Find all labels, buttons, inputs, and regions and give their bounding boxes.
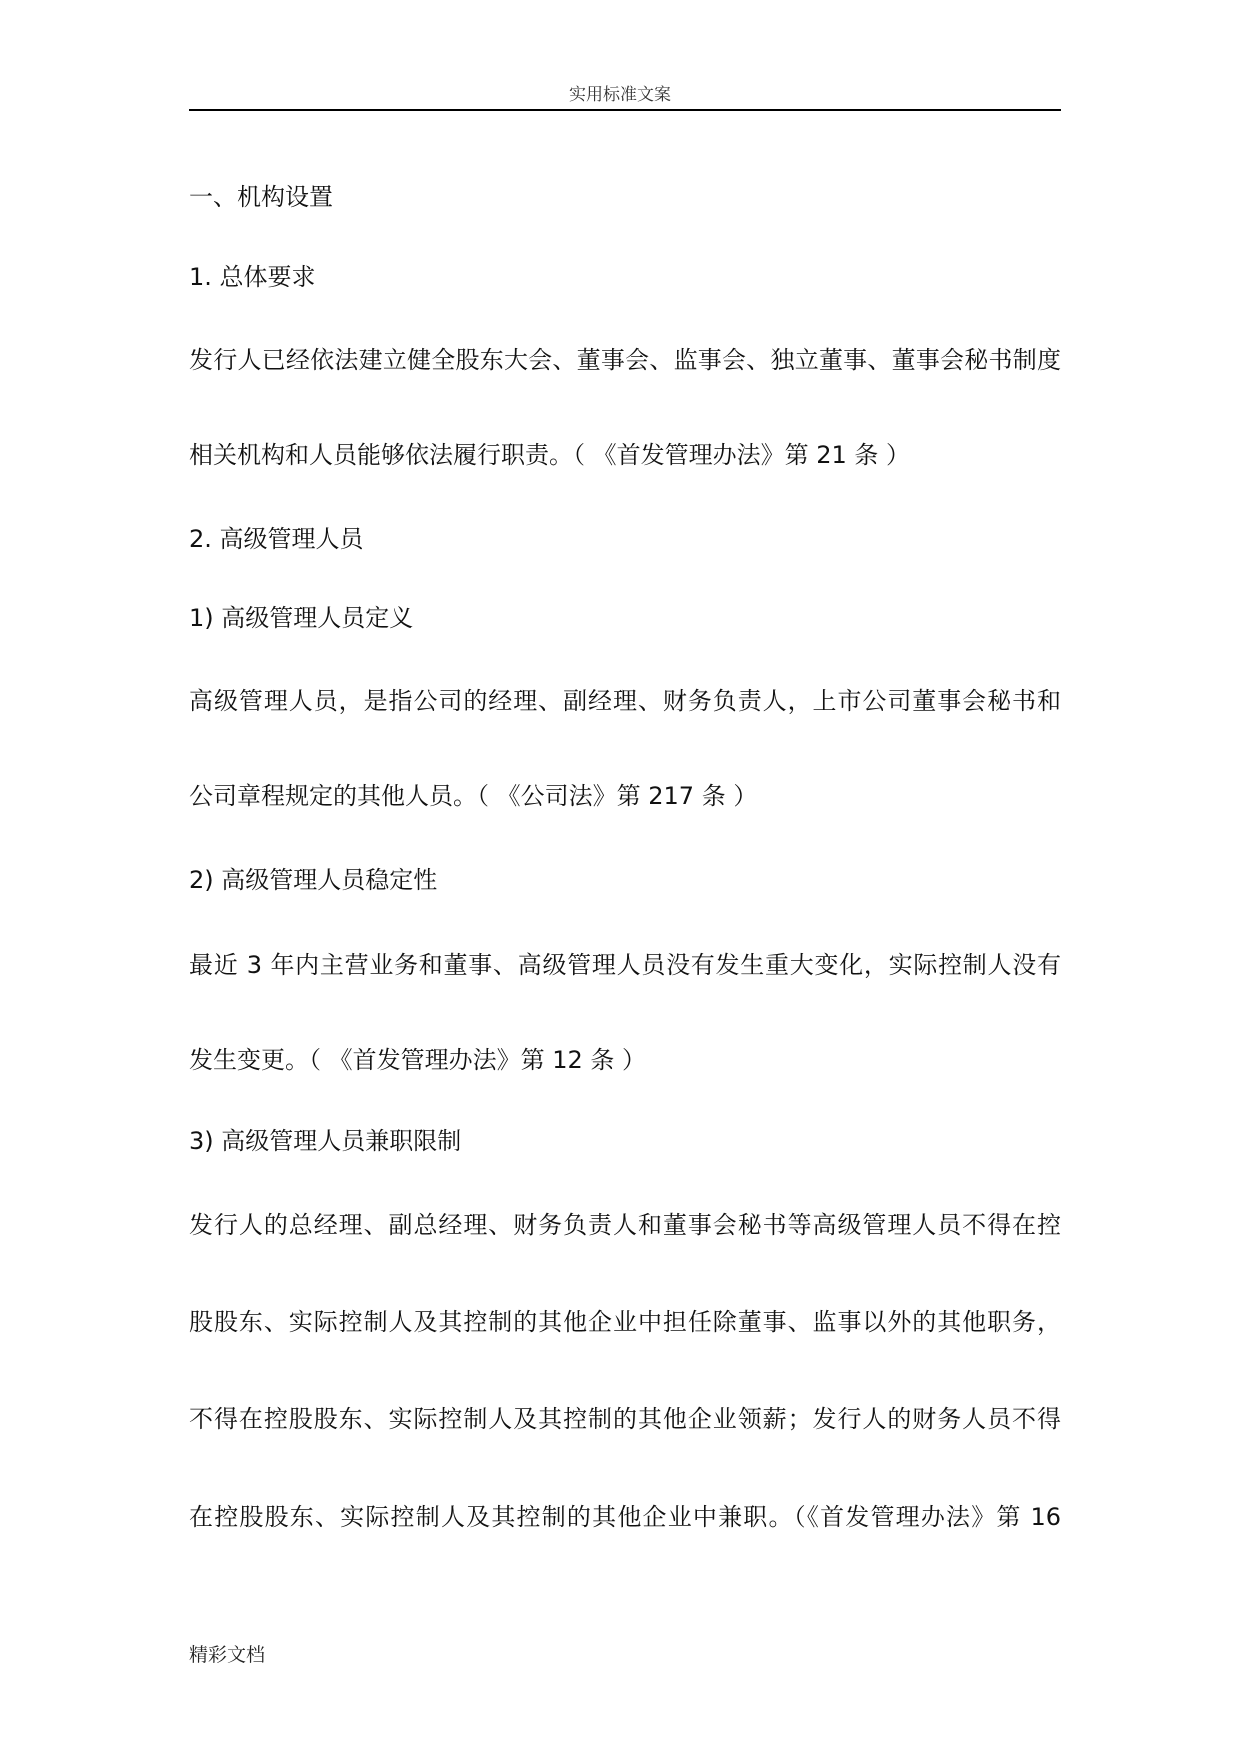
paragraph-line: 发生变更。（ 《首发管理办法》第 12 条 ）	[189, 1046, 647, 1074]
subheading-part-time-restriction: 3) 高级管理人员兼职限制	[189, 1127, 462, 1155]
paragraph-line: 发行人已经依法建立健全股东大会、董事会、监事会、独立董事、董事会秘书制度	[189, 346, 1061, 374]
paragraph-line: 发行人的总经理、副总经理、财务负责人和董事会秘书等高级管理人员不得在控	[189, 1211, 1061, 1239]
subheading-definition: 1) 高级管理人员定义	[189, 604, 414, 632]
paragraph-line: 不得在控股股东、实际控制人及其控制的其他企业领薪；发行人的财务人员不得	[189, 1405, 1061, 1433]
paragraph-line: 在控股股东、实际控制人及其控制的其他企业中兼职。（《首发管理办法》第 16	[189, 1503, 1061, 1531]
section-title: 一、机构设置	[189, 183, 333, 211]
subheading-stability: 2) 高级管理人员稳定性	[189, 866, 438, 894]
paragraph-line: 高级管理人员，是指公司的经理、副经理、财务负责人，上市公司董事会秘书和	[189, 687, 1061, 715]
paragraph-line: 股股东、实际控制人及其控制的其他企业中担任除董事、监事以外的其他职务，	[189, 1308, 1061, 1336]
page-footer: 精彩文档	[189, 1644, 266, 1666]
header-divider	[189, 109, 1061, 111]
page-header: 实用标准文案	[569, 85, 671, 105]
paragraph-line: 相关机构和人员能够依法履行职责。（ 《首发管理办法》第 21 条 ）	[189, 441, 911, 469]
heading-overall-requirements: 1. 总体要求	[189, 263, 316, 291]
paragraph-line: 最近 3 年内主营业务和董事、高级管理人员没有发生重大变化，实际控制人没有	[189, 951, 1061, 979]
heading-senior-management: 2. 高级管理人员	[189, 525, 364, 553]
paragraph-line: 公司章程规定的其他人员。（ 《公司法》第 217 条 ）	[189, 782, 758, 810]
